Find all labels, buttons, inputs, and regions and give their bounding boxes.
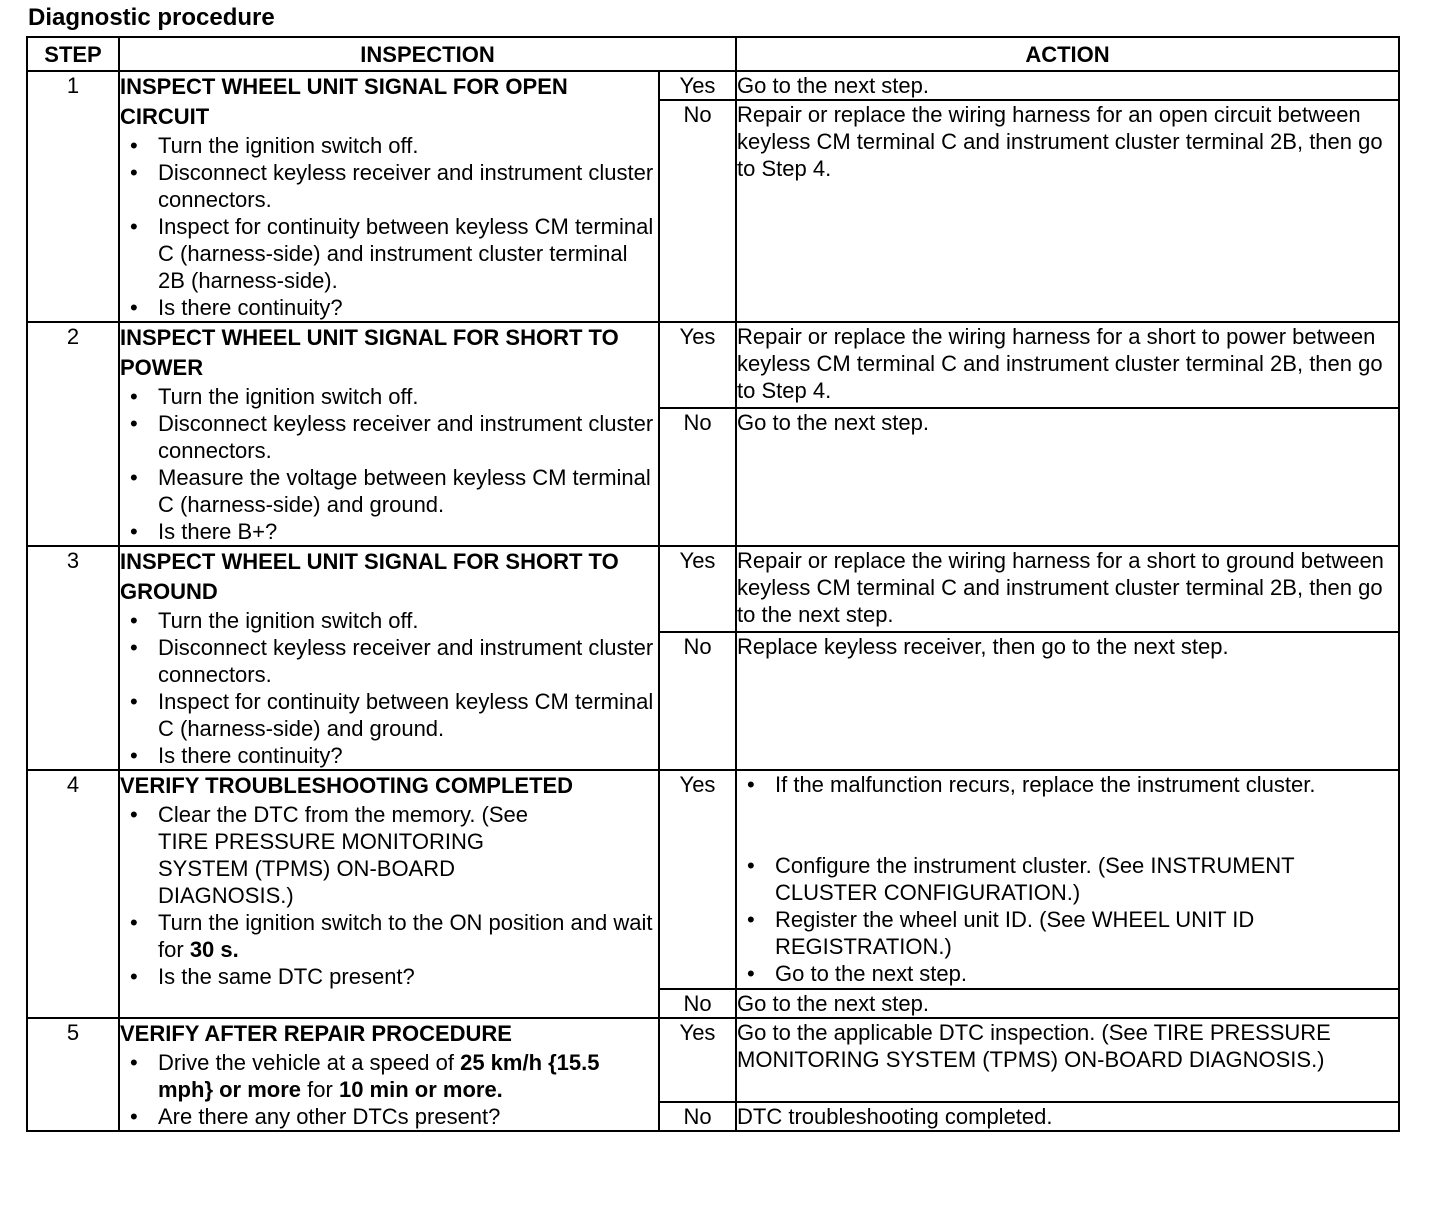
inspection-bullet: • Are there any other DTCs present?: [158, 1103, 658, 1130]
yes-action: Repair or replace the wiring harness for a short to power between keyless CM terminal C and instrument cluster terminal 2B, then go to Step 4.: [736, 322, 1399, 408]
header-inspection: INSPECTION: [119, 37, 736, 71]
no-action: Go to the next step.: [736, 408, 1399, 546]
step-row: [27, 546, 1399, 632]
inspection-bullet: • Is there continuity?: [158, 742, 658, 769]
yes-action: Go to the applicable DTC inspection. (See TIRE PRESSURE MONITORING SYSTEM (TPMS) ON-BOARD DIAGNOSIS.): [736, 1018, 1399, 1102]
no-action: Go to the next step.: [736, 989, 1399, 1018]
action-bullet: • Configure the instrument cluster. (See INSTRUMENT CLUSTER CONFIGURATION.): [775, 852, 1398, 906]
step-row: [27, 322, 1399, 408]
inspection-bullet: • Turn the ignition switch off.: [158, 132, 658, 159]
no-label: No: [659, 989, 736, 1018]
yes-action: [736, 770, 1399, 989]
inspection-cell: [119, 322, 659, 546]
header-row: [27, 37, 1399, 71]
action-bullet: • Register the wheel unit ID. (See WHEEL UNIT ID REGISTRATION.): [775, 906, 1398, 960]
step-row: [27, 770, 1399, 989]
step-number: 5: [27, 1018, 119, 1131]
drive-speed: 25 km/h {15.5 mph} or more: [158, 1050, 600, 1102]
no-action: Repair or replace the wiring harness for an open circuit between keyless CM terminal C and instrument cluster terminal 2B, then go to Step 4.: [736, 100, 1399, 322]
inspection-title: INSPECT WHEEL UNIT SIGNAL FOR SHORT TO GROUND: [120, 549, 619, 604]
inspection-cell: [119, 71, 659, 322]
no-label: No: [659, 408, 736, 546]
diagnostic-procedure-table: [26, 36, 1400, 1132]
yes-label: Yes: [659, 1018, 736, 1102]
inspection-bullet: • Turn the ignition switch off.: [158, 607, 658, 634]
inspection-title: VERIFY AFTER REPAIR PROCEDURE: [120, 1021, 512, 1046]
wait-time: 30 s.: [189, 937, 239, 962]
header-action: ACTION: [736, 37, 1399, 71]
no-label: No: [659, 1102, 736, 1131]
yes-label: Yes: [659, 322, 736, 408]
inspection-bullet: • Disconnect keyless receiver and instrument cluster connectors.: [158, 159, 658, 213]
drive-instruction: Drive the vehicle at a speed of: [158, 1050, 454, 1075]
inspection-title: VERIFY TROUBLESHOOTING COMPLETED: [120, 773, 574, 798]
inspection-bullet: • Inspect for continuity between keyless CM terminal C (harness-side) and ground.: [158, 688, 658, 742]
drive-time: 10 min or more.: [338, 1077, 503, 1102]
inspection-bullet: • Disconnect keyless receiver and instrument cluster connectors.: [158, 634, 658, 688]
step-number: 2: [27, 322, 119, 546]
inspection-bullet: • Is there B+?: [158, 518, 658, 545]
inspection-bullet: • Is there continuity?: [158, 294, 658, 321]
yes-label: Yes: [659, 546, 736, 632]
inspection-bullet: • Disconnect keyless receiver and instrument cluster connectors.: [158, 410, 658, 464]
inspection-bullet-text: Turn the ignition switch to the ON position and wait for: [158, 910, 653, 962]
step-number: 3: [27, 546, 119, 770]
no-label: No: [659, 632, 736, 770]
action-bullet: • If the malfunction recurs, replace the instrument cluster.: [775, 771, 1398, 798]
inspection-bullet: • Inspect for continuity between keyless CM terminal C (harness-side) and instrument cluster terminal 2B (harness-side).: [158, 213, 658, 294]
inspection-title: INSPECT WHEEL UNIT SIGNAL FOR SHORT TO POWER: [120, 325, 619, 380]
no-action: DTC troubleshooting completed.: [736, 1102, 1399, 1131]
yes-action: Go to the next step.: [736, 71, 1399, 100]
no-action: Replace keyless receiver, then go to the next step.: [736, 632, 1399, 770]
step-row: [27, 71, 1399, 100]
inspection-title: INSPECT WHEEL UNIT SIGNAL FOR OPEN CIRCUIT: [120, 74, 568, 129]
page-title: Diagnostic procedure: [28, 4, 275, 31]
inspection-bullet: • Measure the voltage between keyless CM terminal C (harness-side) and ground.: [158, 464, 658, 518]
no-label: No: [659, 100, 736, 322]
inspection-bullet: • Is the same DTC present?: [158, 963, 658, 990]
step-number: 4: [27, 770, 119, 1018]
yes-label: Yes: [659, 770, 736, 989]
inspection-cell: [119, 770, 659, 1018]
inspection-bullet: [158, 1049, 658, 1103]
header-step: STEP: [27, 37, 119, 71]
drive-for: for: [307, 1077, 333, 1102]
inspection-cell: [119, 1018, 659, 1131]
yes-action: Repair or replace the wiring harness for a short to ground between keyless CM terminal C and instrument cluster terminal 2B, then go to the next step.: [736, 546, 1399, 632]
step-row: [27, 1018, 1399, 1102]
action-bullet: • Go to the next step.: [775, 960, 1398, 987]
inspection-bullet: [158, 909, 658, 963]
step-number: 1: [27, 71, 119, 322]
inspection-cell: [119, 546, 659, 770]
yes-label: Yes: [659, 71, 736, 100]
inspection-bullet: • Clear the DTC from the memory. (See TIRE PRESSURE MONITORING SYSTEM (TPMS) ON-BOARD DIAGNOSIS.): [158, 801, 658, 909]
inspection-bullet: • Turn the ignition switch off.: [158, 383, 658, 410]
